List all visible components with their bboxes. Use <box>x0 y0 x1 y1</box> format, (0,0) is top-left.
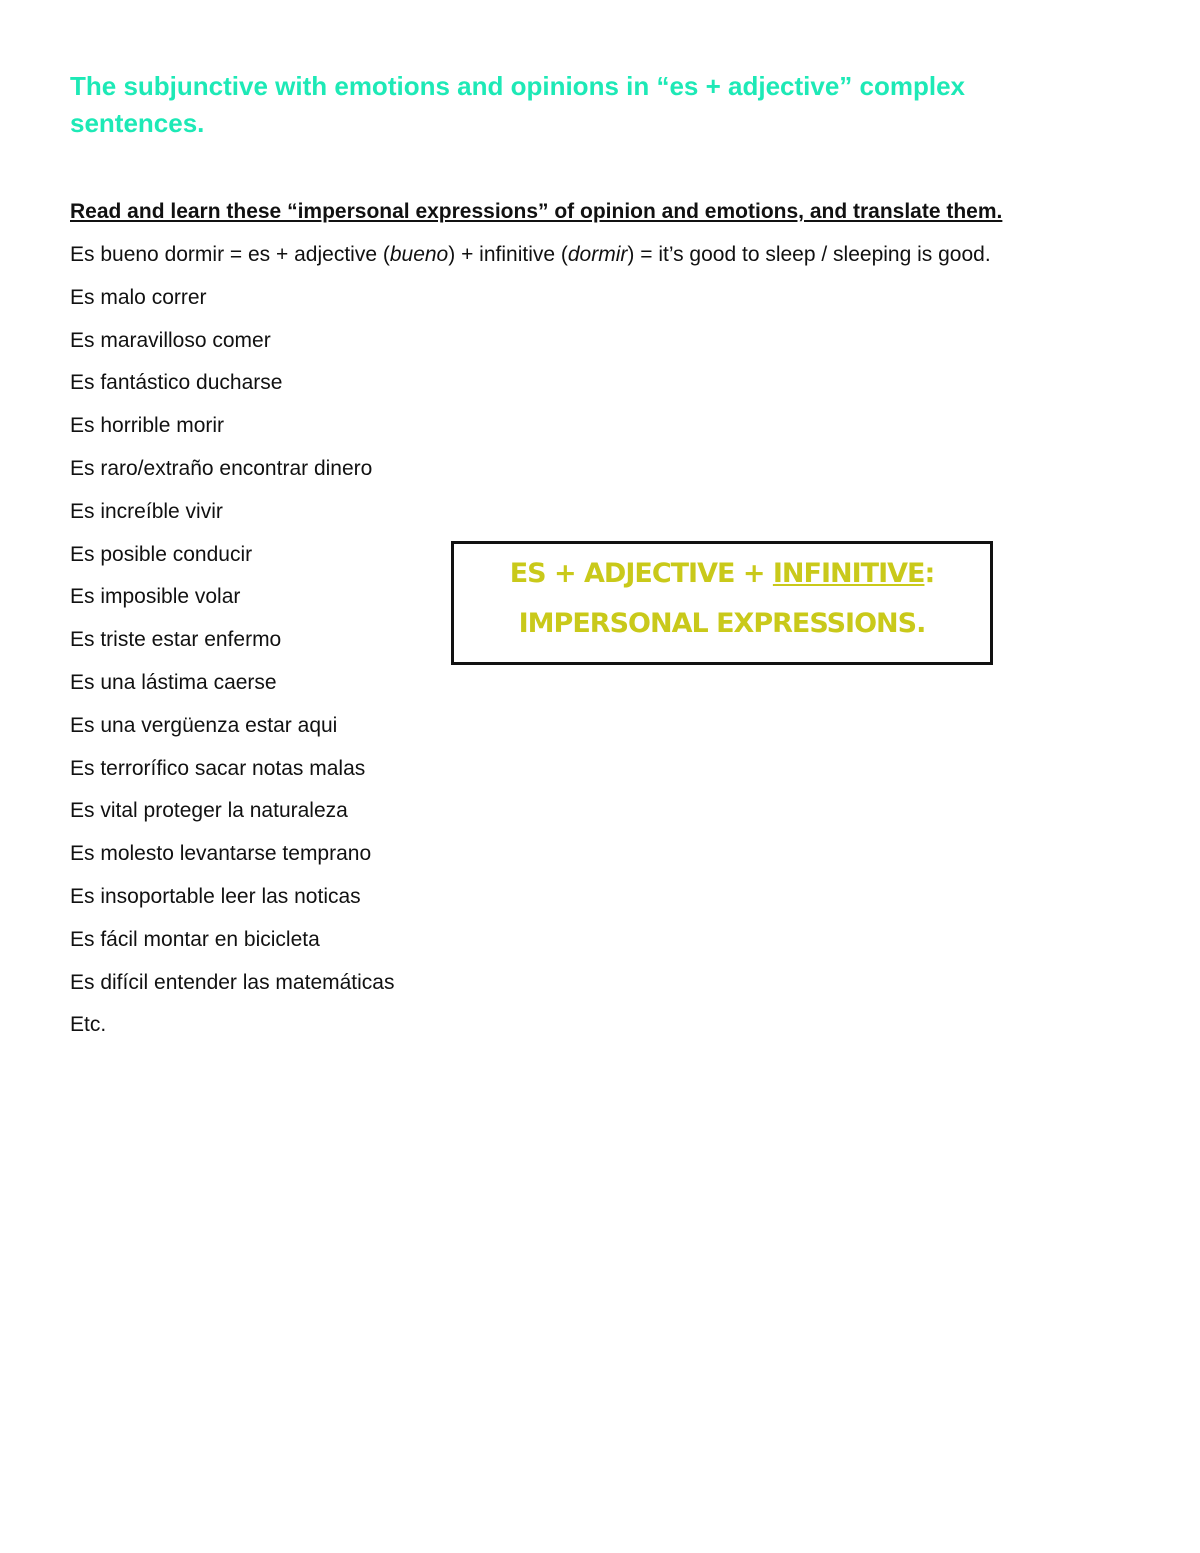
list-item-etc: Etc. <box>70 1013 107 1037</box>
callout-line-1 <box>454 558 990 589</box>
first-example-text-1: Es bueno dormir = es + adjective ( <box>70 243 390 266</box>
list-item: Es difícil entender las matemáticas <box>70 970 395 994</box>
list-item: Es terrorífico sacar notas malas <box>70 756 366 780</box>
list-item: Es increíble vivir <box>70 499 223 523</box>
callout-prefix: ES + ADJECTIVE + <box>509 558 773 589</box>
page-title: The subjunctive with emotions and opinions in “es + adjective” complex sentences. <box>70 71 966 138</box>
first-example-adjective: bueno <box>389 243 449 266</box>
list-item: Es maravilloso comer <box>70 328 271 352</box>
list-item: Es imposible volar <box>70 585 241 609</box>
first-example-infinitive: dormir <box>567 243 628 266</box>
callout-infinitive: INFINITIVE <box>772 558 925 589</box>
list-item-first-example <box>70 240 991 283</box>
list-item: Es posible conducir <box>70 542 253 566</box>
list-item: Es una vergüenza estar aqui <box>70 713 338 737</box>
list-item: Es malo correr <box>70 285 207 309</box>
callout-box <box>451 541 993 665</box>
list-item: Es horrible morir <box>70 414 225 438</box>
list-item: Es vital proteger la naturaleza <box>70 799 348 823</box>
list-item: Es insoportable leer las noticas <box>70 884 361 908</box>
list-item: Es molesto levantarse temprano <box>70 842 372 866</box>
list-item: Es una lástima caerse <box>70 670 277 694</box>
callout-colon: : <box>924 558 935 589</box>
first-example-text-3: ) = it’s good to sleep / sleeping is good. <box>627 243 991 266</box>
callout-line-2: IMPERSONAL EXPRESSIONS. <box>518 608 926 639</box>
list-item: Es fácil montar en bicicleta <box>70 927 320 951</box>
list-item: Es fantástico ducharse <box>70 371 283 395</box>
first-example-text-2: ) + infinitive ( <box>448 243 568 266</box>
instruction-heading: Read and learn these “impersonal expressions” of opinion and emotions, and translate them. <box>70 200 1003 223</box>
list-item: Es triste estar enfermo <box>70 628 282 652</box>
list-item: Es raro/extraño encontrar dinero <box>70 456 373 480</box>
